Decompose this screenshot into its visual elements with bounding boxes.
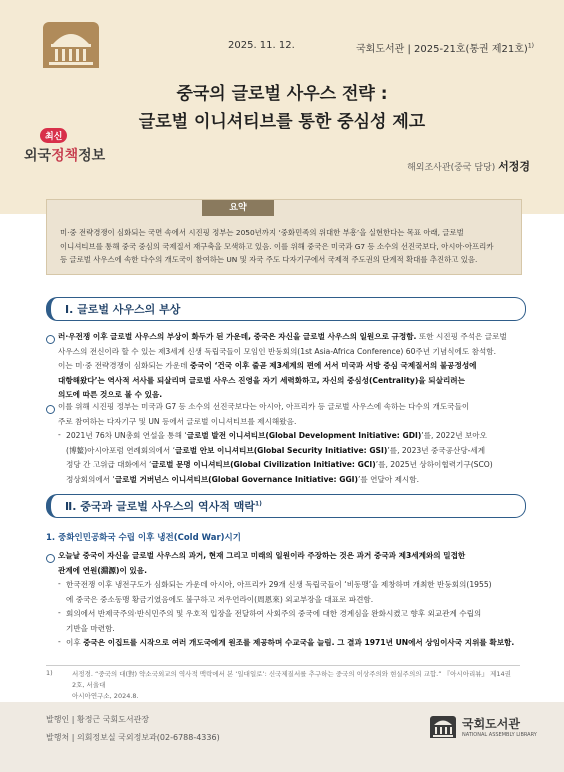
footnote-divider	[46, 665, 520, 666]
dash-marker: -	[58, 637, 61, 646]
dash-marker: -	[58, 430, 61, 439]
publication-date: 2025. 11. 12.	[228, 40, 295, 51]
section-2-detail-2: 회의에서 반제국주의·반식민주의 및 우호적 입장을 전달하여 사회주의 중국에 대한 경계심을 완화시켰고 향후 외교관계 수립의 기반을 마련함.	[66, 609, 482, 633]
latest-badge: 최신	[40, 128, 67, 143]
bullet-icon	[46, 405, 55, 414]
library-logo-subtitle: NATIONAL ASSEMBLY LIBRARY	[462, 732, 537, 738]
report-title-line2: 글로벌 이니셔티브를 통한 중심성 제고	[138, 112, 426, 132]
author-role: 해외조사관(중국 담당)	[407, 163, 496, 173]
section-1-detail: 2021년 76차 UN총회 연설을 통해 ‘글로벌 발전 이니셔티브(Global Development Initiative: GDI)’를, 2022년 보아오 (博鳌)아시아포럼 연례회의에서 ‘글로벌 안보 이니셔티브(Global Security Initiative: GSI)’를, 2023년 중국공산당-세계 정당 간 고위급 대화에서 ‘글로벌 문명 이니셔티브(Global Civilization Initiative: GCI)’를, 2025년 상하이협력기구(SCO) 정상회의에서 ‘글로벌 거버넌스 이니셔티브(Global Governance Initiative: GGI)’를 연달아 제시함.	[66, 431, 493, 484]
section-2-heading: Ⅱ. 중국과 글로벌 사우스의 역사적 맥락$^{1)}$	[46, 494, 526, 518]
author	[407, 158, 530, 174]
footer-office: 발행처 | 의회정보실 국외정보과(02-6788-4336)	[46, 733, 220, 742]
issue-number: 국회도서관 | 2025-21호(통권 제21호)$^{1)}$	[356, 42, 534, 55]
footnote-number: 1)	[46, 669, 53, 677]
footnote-text: 서정경. “중국의 대(對) 약소국외교의 역사적 맥락에서 본 ‘일대일로’: 신국제질서를 추구하는 중국의 이상주의와 현실주의의 교합.” 『아시아리뷰』 제14권 2호, 서울대 아시아연구소, 2024.8.	[72, 670, 511, 700]
bullet-icon	[46, 335, 55, 344]
footer-publisher: 발행인 | 황정근 국회도서관장	[46, 715, 150, 724]
summary-label: 요약	[202, 200, 274, 216]
series-brand: 외국정책정보	[24, 148, 106, 164]
section-1-paragraph-2: 이를 위해 시진핑 정부는 미국과 G7 등 소수의 선진국보다는 아시아, 아프리카 등 글로벌 사우스에 속하는 다수의 개도국들이 주로 참여하는 다자기구 및 UN 등에서 글로벌 이니셔티브를 제시해왔음.	[58, 402, 470, 426]
section-1-heading: Ⅰ. 글로벌 사우스의 부상	[46, 297, 526, 321]
library-logo-name: 국회도서관	[462, 717, 520, 731]
summary-text: 미·중 전략경쟁이 심화되는 국면 속에서 시진핑 정부는 2050년까지 ‘중화민족의 위대한 부흥’을 실현한다는 목표 아래, 글로벌 이니셔티브를 통해 중국 중심의 국제질서 재구축을 모색하고 있음. 이를 위해 중국은 미국과 G7 등 소수의 선진국보다, 아시아·아프리카 등 글로벌 사우스에 속한 다수의 개도국이 참여하는 UN 및 자국 주도 다자기구에서 국제적 주도권의 단계적 확대를 추진하고 있음.	[60, 228, 494, 264]
library-logo-icon	[430, 716, 456, 738]
section-1-paragraph-1: 러·우전쟁 이후 글로벌 사우스의 부상이 화두가 된 가운데, 중국은 자신을 글로벌 사우스의 일원으로 규정함. 또한 시진핑 주석은 글로벌 사우스의 전신이라 할 수 있는 제3세계 신생 독립국들이 모임인 반둥회의(1st Asia-Africa Conference) 60주년 기념식에도 참석함. 이는 미·중 전략경쟁이 심화되는 가운데 중국이 ‘건국 이후 줄곧 제3세계의 편에 서서 미국과 서방 중심 국제질서의 불공정성에 대항해왔다’는 역사적 서사를 되살리며 글로벌 사우스 진영을 자기 세력화하고, 자신의 중심성(Centrality)을 되살리려는 의도에 따른 것으로 볼 수 있음.	[58, 332, 507, 399]
section-2-detail-3: 이후 중국은 이집트를 시작으로 여러 개도국에게 원조를 제공하며 수교국을 늘림. 그 결과 1971년 UN에서 상임이사국 지위를 확보함.	[66, 638, 515, 647]
section-2-subheading: 1. 중화인민공화국 수립 이후 냉전(Cold War)시기	[46, 533, 241, 543]
dash-marker: -	[58, 608, 61, 617]
section-2-detail-1: 한국전쟁 이후 냉전구도가 심화되는 가운데 아시아, 아프리카 29개 신생 독립국들이 ‘비동맹’을 제창하며 개최한 반둥회의(1955) 에 중국은 중소동맹 황금기였음에도 불구하고 저우언라이(周恩來) 외교부장을 대표로 파견함.	[66, 580, 492, 604]
section-2-paragraph-1: 오늘날 중국이 자신을 글로벌 사우스의 과거, 현재 그리고 미래의 일원이라 주장하는 것은 과거 중국과 제3세계와의 밀접한 관계에 연원(淵源)이 있음.	[58, 551, 466, 575]
national-assembly-crest-icon	[43, 22, 99, 68]
report-title-line1: 중국의 글로벌 사우스 전략 :	[176, 84, 388, 104]
author-name: 서정경	[498, 160, 530, 173]
dash-marker: -	[58, 579, 61, 588]
bullet-icon	[46, 554, 55, 563]
